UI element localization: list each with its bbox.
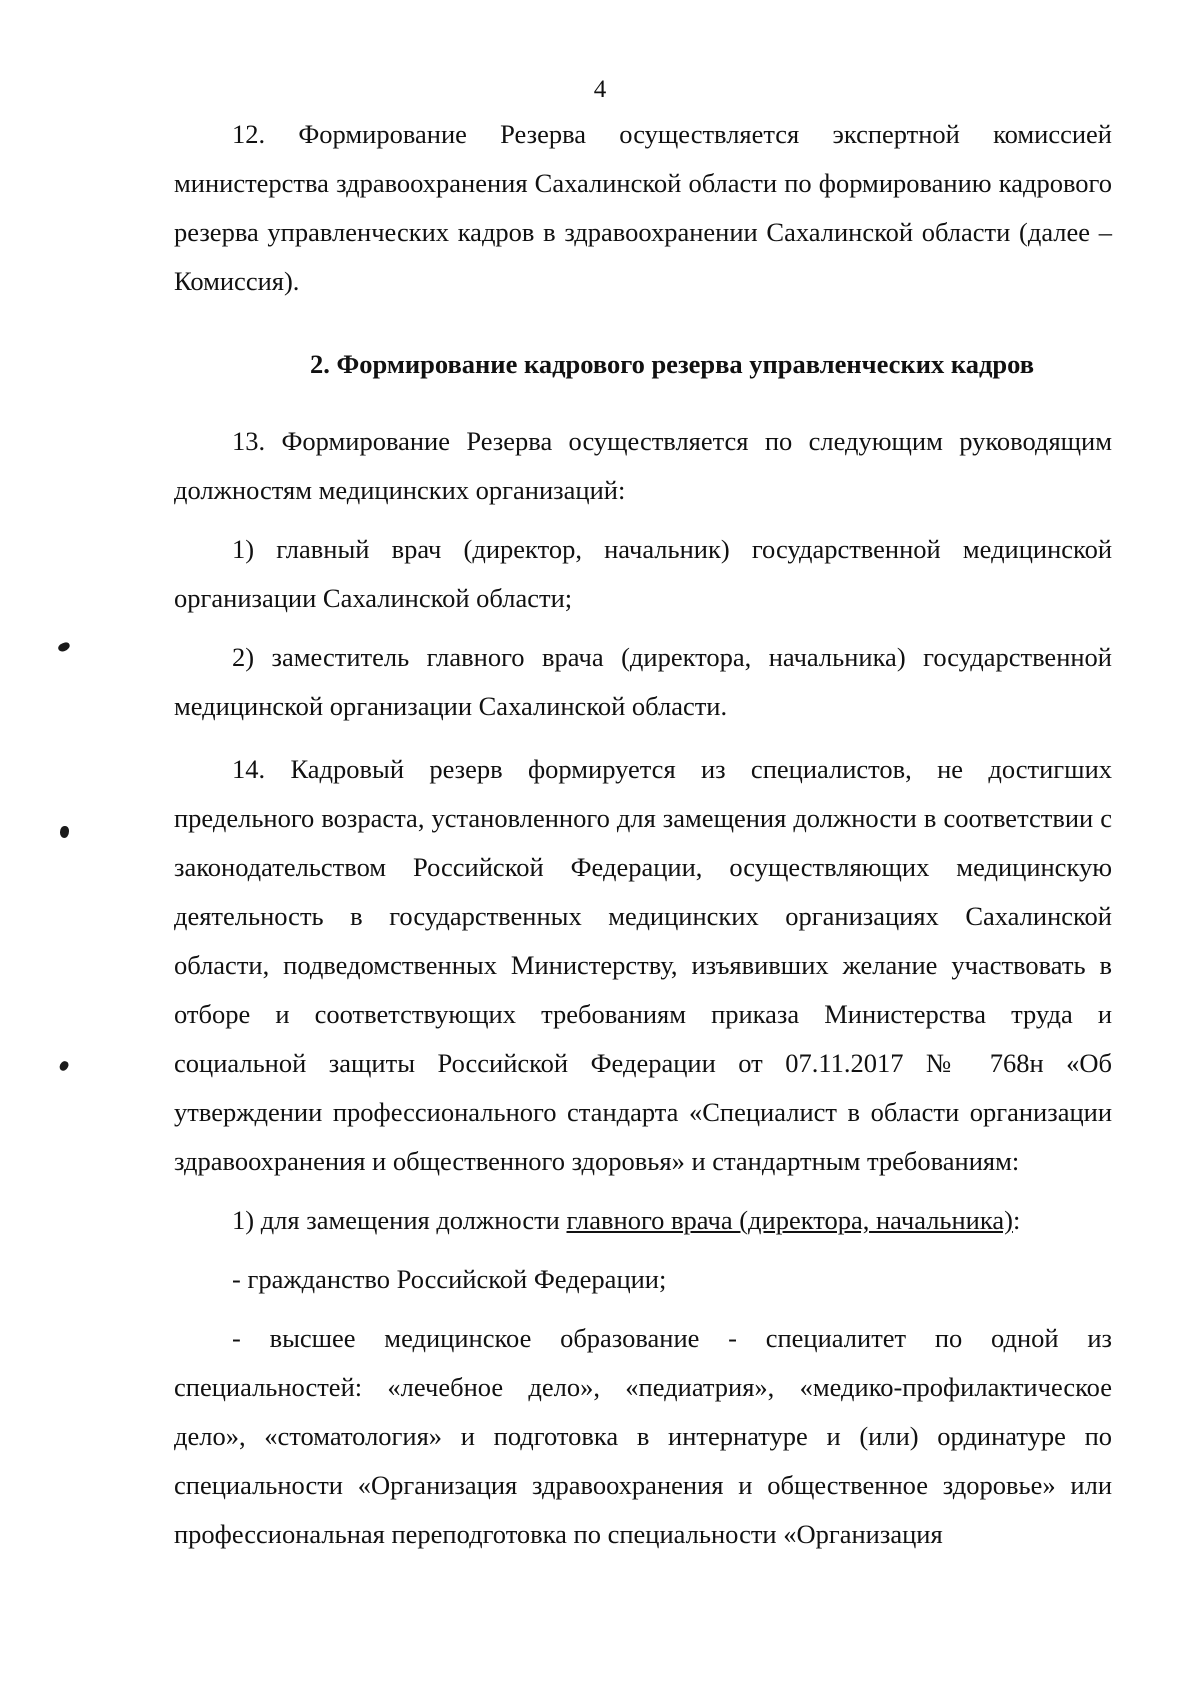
scan-speck	[60, 826, 69, 838]
paragraph-14: 14. Кадровый резерв формируется из специалистов, не достигших предельного возраста, установленного для замещения должности в соответствии с законодательством Российской Федерации, осуществляющих медицинскую деятельность в государственных медицинских организациях Сахалинской области, подведомственных Министерству, изъявивших желание участвовать в отборе и соответствующих требованиям приказа Министерства труда и социальной защиты Российской Федерации от 07.11.2017 № 768н «Об утверждении профессионального стандарта «Специалист в области организации здравоохранения и общественного здоровья» и стандартным требованиям:	[174, 754, 1112, 1176]
paragraph-12: 12. Формирование Резерва осуществляется экспертной комиссией министерства здравоохранения Сахалинской области по формированию кадрового резерва управленческих кадров в здравоохранении Сахалинской области (далее – Комиссия).	[174, 119, 1112, 296]
paragraph-14-item-1	[174, 1196, 1112, 1245]
item-1-position-underlined: главного врача (директора, начальника)	[566, 1205, 1013, 1235]
item-1-suffix: :	[1012, 1205, 1021, 1235]
paragraph-13-item-1: 1) главный врач (директор, начальник) государственной медицинской организации Сахалинской области;	[174, 534, 1112, 613]
bullet-citizenship: - гражданство Российской Федерации;	[232, 1264, 667, 1294]
document-body	[174, 110, 1112, 1573]
item-1-prefix: 1) для замещения должности	[232, 1205, 567, 1235]
section-heading: 2. Формирование кадрового резерва управленческих кадров	[309, 349, 1035, 379]
paragraph-13-item-2: 2) заместитель главного врача (директора, начальника) государственной медицинской организации Сахалинской области.	[174, 642, 1112, 721]
scan-speck	[57, 641, 71, 653]
scan-speck	[58, 1060, 69, 1072]
paragraph-13: 13. Формирование Резерва осуществляется по следующим руководящим должностям медицинских организаций:	[174, 426, 1112, 505]
page-number: 4	[593, 76, 607, 103]
bullet-education: - высшее медицинское образование - специалитет по одной из специальностей: «лечебное дело», «педиатрия», «медико-профилактическое дело», «стоматология» и подготовка в интернатуре и (или) ординатуре по специальности «Организация здравоохранения и общественное здоровье» или профессиональная переподготовка по специальности «Организация	[174, 1323, 1112, 1549]
